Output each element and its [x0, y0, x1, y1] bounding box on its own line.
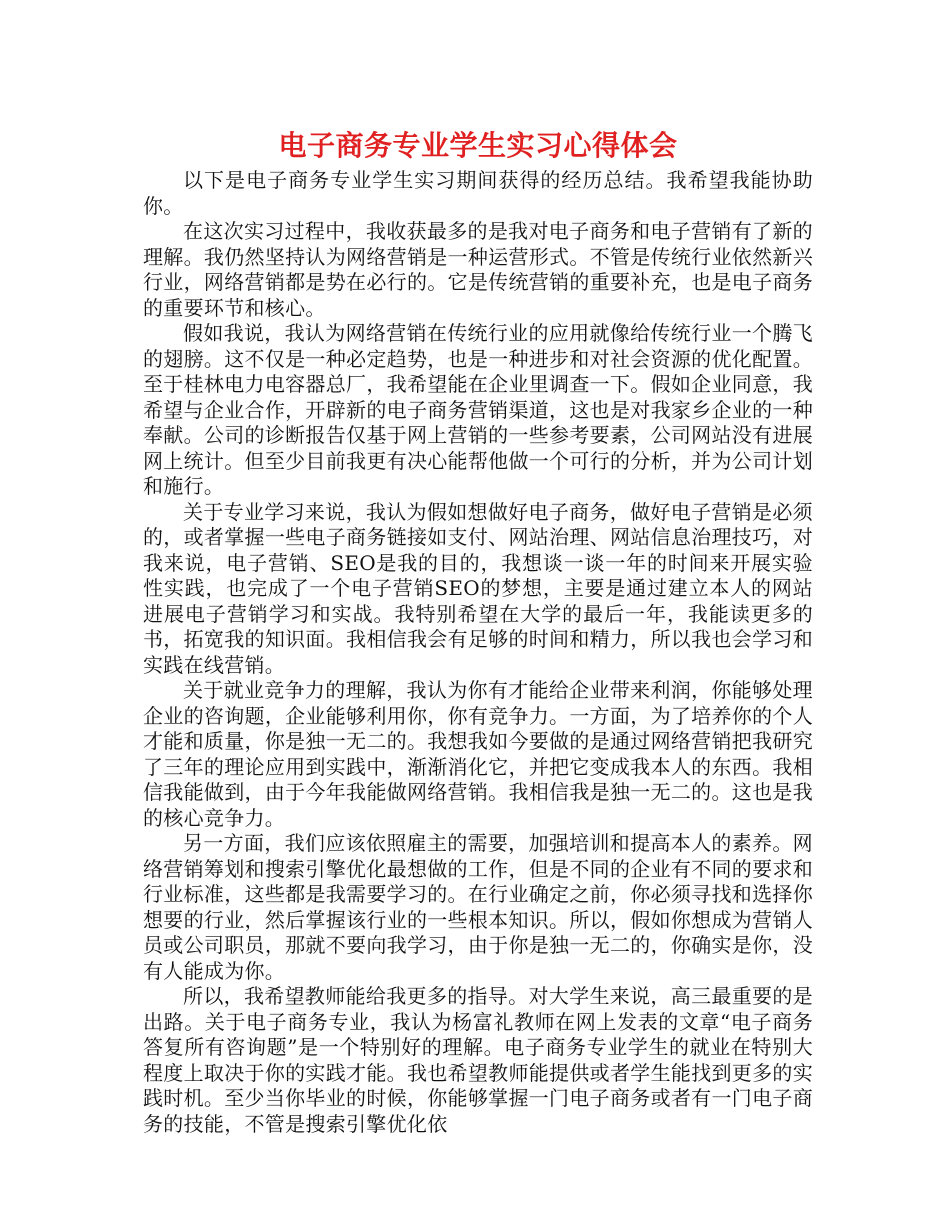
paragraph-intro: 以下是电子商务专业学生实习期间获得的经历总结。我希望我能协助你。 [143, 168, 813, 218]
paragraph-employer-needs: 另一方面，我们应该依照雇主的需要，加强培训和提高本人的素养。网络营销筹划和搜索引擎优化最想做的工作，但是不同的企业有不同的要求和行业标准，这些都是我需要学习的。在行业确定之前，你必须寻找和选择你想要的行业，然后掌握该行业的一些根本知识。所以，假如你想成为营销人员或公司职员，那就不要向我学习，由于你是独一无二的，你确实是你，没有人能成为你。 [143, 831, 813, 983]
paragraph-teacher-guidance: 所以，我希望教师能给我更多的指导。对大学生来说，高三最重要的是出路。关于电子商务专业，我认为杨富礼教师在网上发表的文章“电子商务答复所有咨询题”是一个特别好的理解。电子商务专业学生的就业在特别大程度上取决于你的实践才能。我也希望教师能提供或者学生能找到更多的实践时机。至少当你毕业的时候，你能够掌握一门电子商务或者有一门电子商务的技能，不管是搜索引擎优化依 [143, 984, 813, 1136]
paragraph-traditional-industry: 假如我说，我认为网络营销在传统行业的应用就像给传统行业一个腾飞的翅膀。这不仅是一种必定趋势，也是一种进步和对社会资源的优化配置。至于桂林电力电容器总厂，我希望能在企业里调查一下。假如企业同意，我希望与企业合作，开辟新的电子商务营销渠道，这也是对我家乡企业的一种奉献。公司的诊断报告仅基于网上营销的一些参考要素，公司网站没有进展网上统计。但至少目前我更有决心能帮他做一个可行的分析，并为公司计划和施行。 [143, 321, 813, 498]
document-title: 电子商务专业学生实习心得体会 [278, 129, 678, 162]
document-body [143, 124, 813, 1137]
paragraph-competitiveness: 关于就业竞争力的理解，我认为你有才能给企业带来利润，你能够处理企业的咨询题，企业能够利用你，你有竞争力。一方面，为了培养你的个人才能和质量，你是独一无二的。我想我如今要做的是通过网络营销把我研究了三年的理论应用到实践中，渐渐消化它，并把它变成我本人的东西。我相信我能做到，由于今年我能做网络营销。我相信我是独一无二的。这也是我的核心竞争力。 [143, 678, 813, 830]
paragraph-professional-study: 关于专业学习来说，我认为假如想做好电子商务，做好电子营销是必须的，或者掌握一些电子商务链接如支付、网站治理、网站信息治理技巧，对我来说，电子营销、SEO是我的目的，我想谈一谈一年的时间来开展实验性实践，也完成了一个电子营销SEO的梦想，主要是通过建立本人的网站进展电子营销学习和实战。我特别希望在大学的最后一年，我能读更多的书，拓宽我的知识面。我相信我会有足够的时间和精力，所以我也会学习和实践在线营销。 [143, 499, 813, 677]
paragraph-internship-gains: 在这次实习过程中，我收获最多的是我对电子商务和电子营销有了新的理解。我仍然坚持认为网络营销是一种运营形式。不管是传统行业依然新兴行业，网络营销都是势在必行的。它是传统营销的重要补充，也是电子商务的重要环节和核心。 [143, 219, 813, 320]
